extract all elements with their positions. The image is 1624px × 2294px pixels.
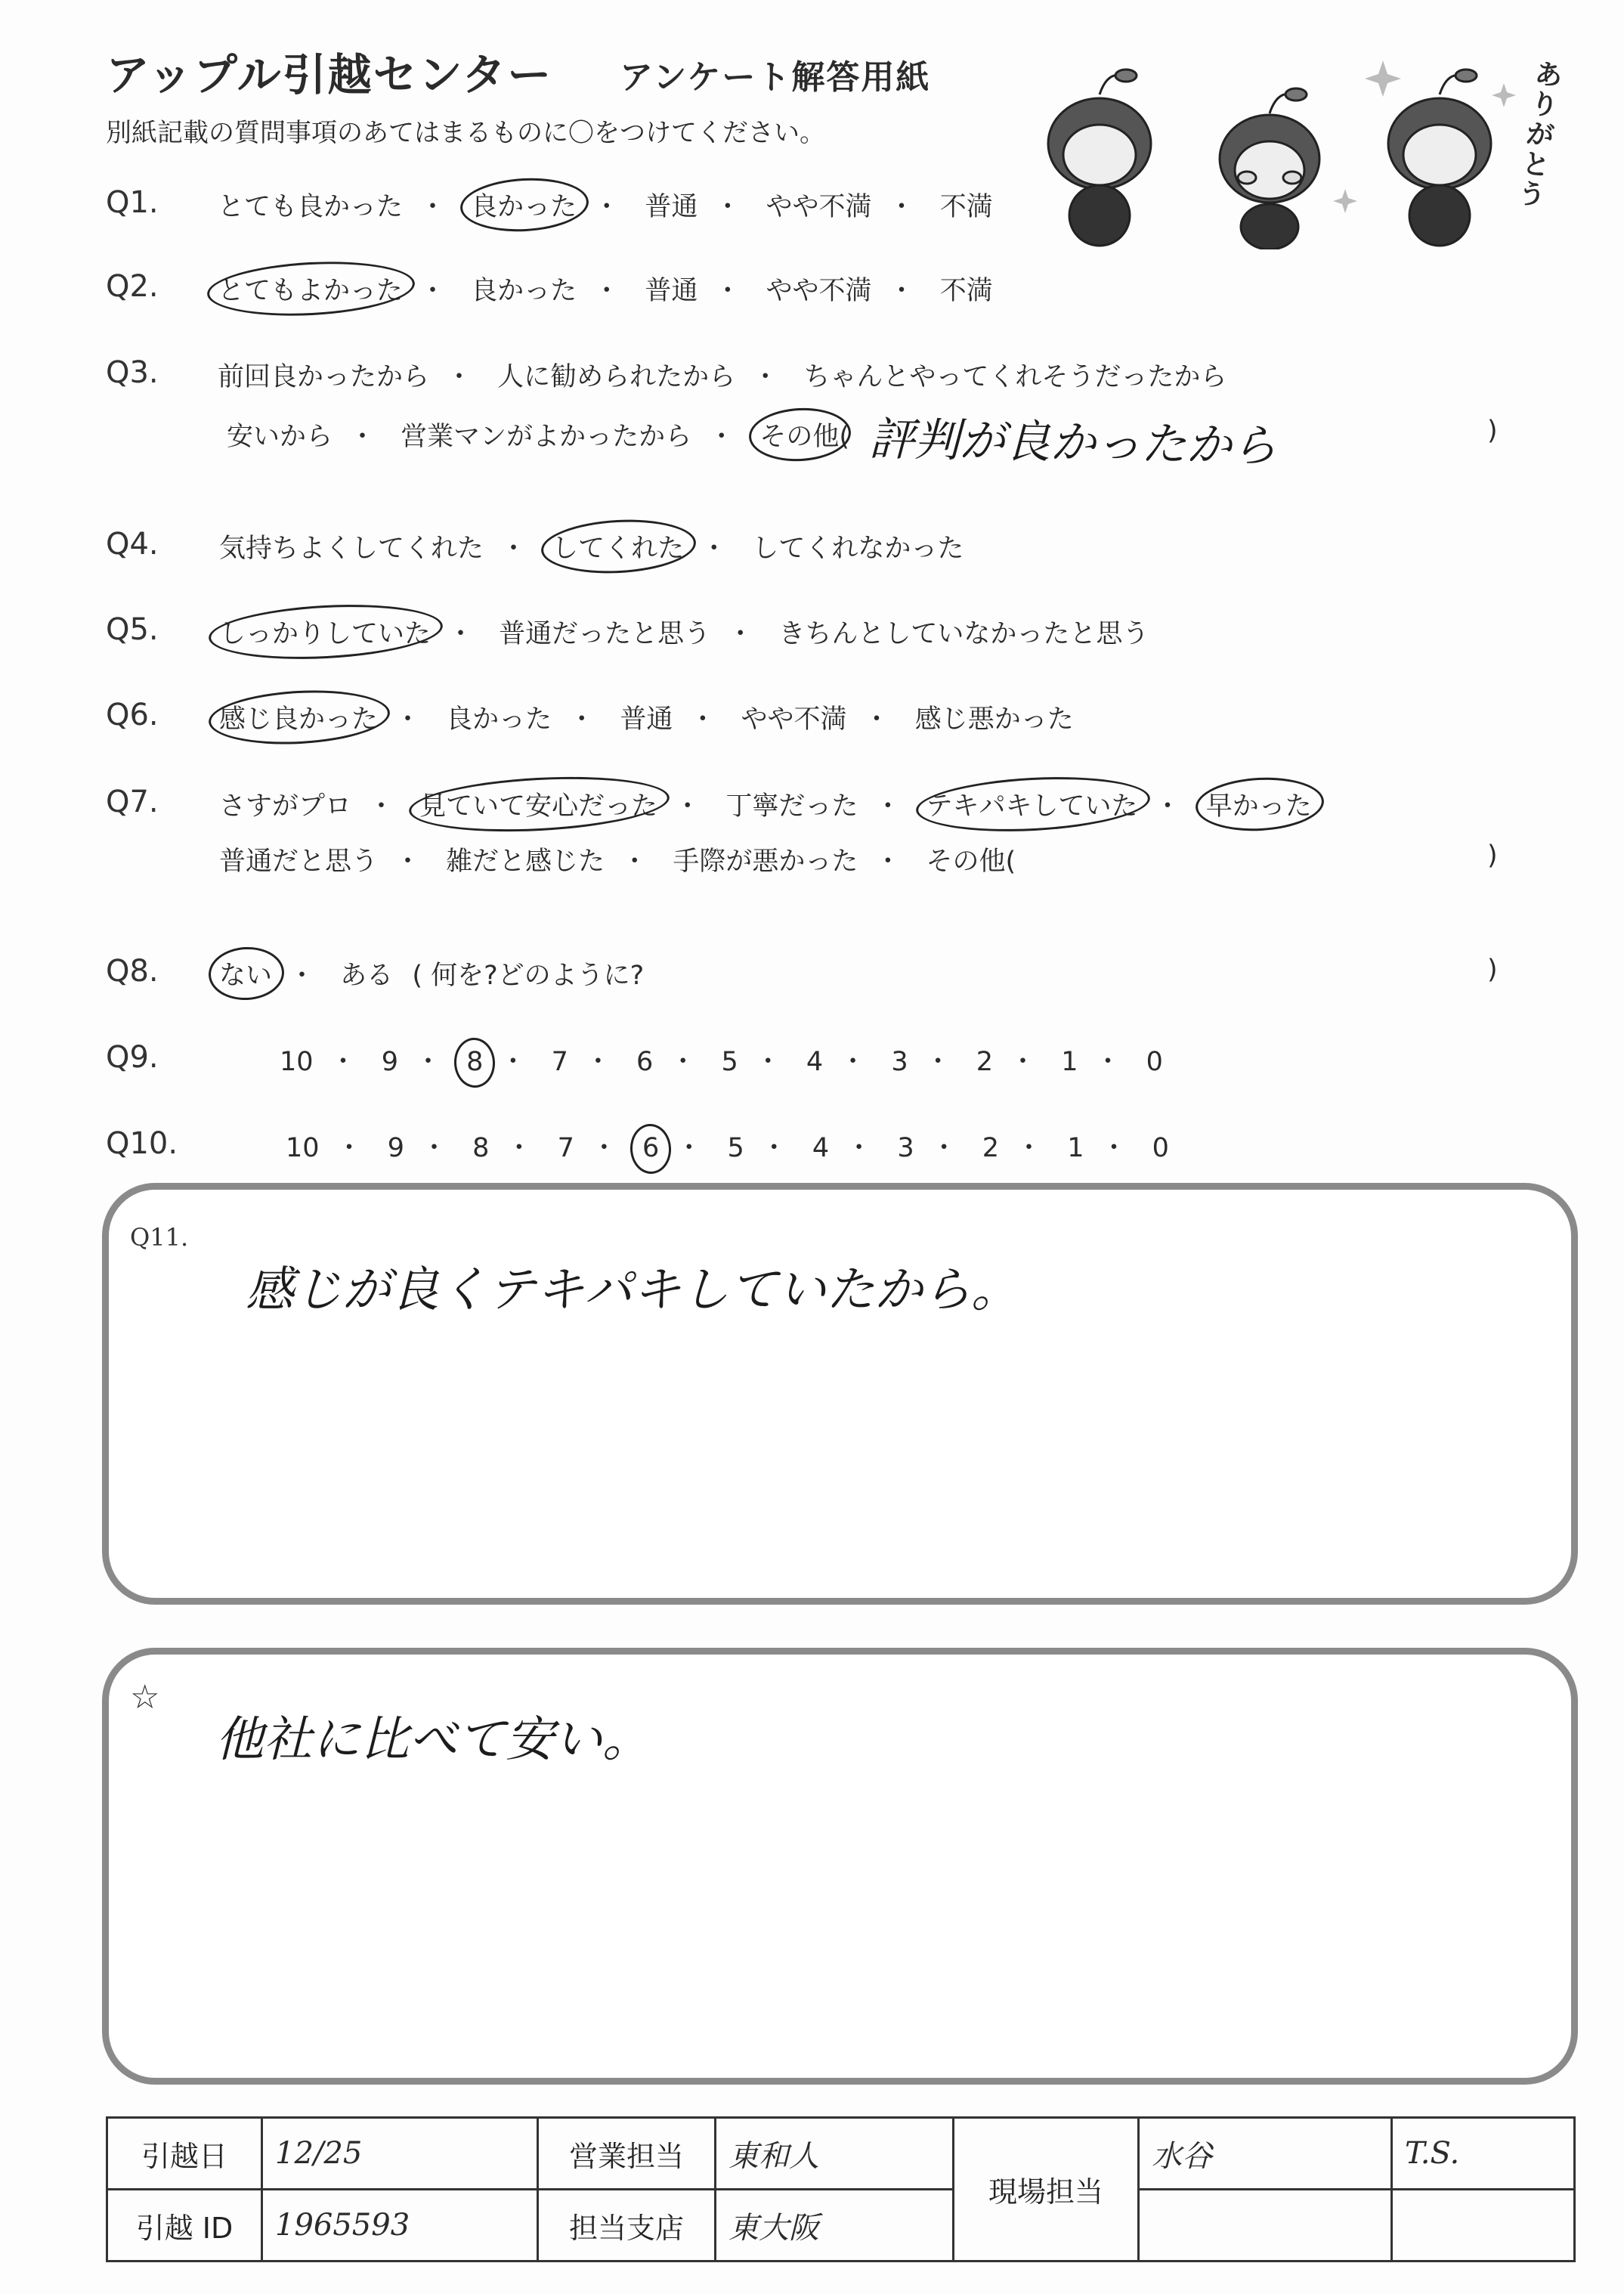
site-staff-4[interactable]: [1392, 2190, 1575, 2261]
q5-option[interactable]: きちんとしていなかったと思う: [778, 619, 1149, 649]
q9-scale: 10 ・ 9 ・ 8 ・ 7 ・ 6 ・ 5 ・ 4 ・ 3 ・ 2 ・ 1 ・ 0: [280, 1047, 1163, 1077]
q6-option[interactable]: 感じ悪かった: [914, 704, 1074, 735]
q3-option[interactable]: 前回良かったから: [218, 362, 430, 392]
q10-score[interactable]: 9: [387, 1133, 404, 1163]
q6-option[interactable]: 普通: [620, 704, 673, 735]
comment-handwritten: 他社に比べて安い。: [215, 1712, 651, 1768]
q8-option-selected[interactable]: ない: [219, 955, 272, 992]
q4-option[interactable]: 気持ちよくしてくれた: [219, 534, 484, 564]
q3-option[interactable]: ちゃんとやってくれそうだったから: [803, 362, 1227, 392]
q9-score[interactable]: 10: [280, 1047, 314, 1077]
move-id-value[interactable]: 1965593: [262, 2190, 538, 2261]
q10-label: Q10.: [106, 1126, 178, 1161]
q1-label: Q1.: [106, 185, 159, 220]
q8-prompt: ( 何を?どのように?: [412, 961, 645, 991]
q1-option[interactable]: 不満: [939, 192, 993, 222]
q3-option-selected[interactable]: その他: [759, 416, 839, 454]
q11-answer-handwritten: 感じが良くテキパキしていたから。: [246, 1262, 1019, 1318]
thanks-text: ありがとう: [1516, 57, 1564, 212]
monkey-icon: [1388, 70, 1491, 246]
q2-option[interactable]: 良かった: [471, 276, 577, 306]
q9-score[interactable]: 5: [721, 1047, 738, 1077]
q3-label: Q3.: [106, 355, 159, 390]
q4-options: 気持ちよくしてくれた ・ してくれた ・ してくれなかった: [219, 528, 964, 565]
q3-option[interactable]: 安いから: [227, 422, 333, 452]
q6-label: Q6.: [106, 698, 159, 732]
q9-score[interactable]: 4: [806, 1047, 824, 1077]
q4-label: Q4.: [106, 527, 159, 562]
branch-value[interactable]: 東大阪: [716, 2190, 954, 2261]
sales-value[interactable]: 東和人: [716, 2118, 954, 2190]
q2-options: とてもよかった ・ 良かった ・ 普通 ・ やや不満 ・ 不満: [218, 270, 993, 308]
star-icon: ☆: [130, 1678, 160, 1717]
q4-option-selected[interactable]: してくれた: [552, 528, 684, 565]
q7-close-paren: ): [1487, 841, 1498, 871]
q8-option[interactable]: ある: [340, 961, 394, 991]
form-subtitle: アンケート解答用紙: [620, 58, 931, 97]
q5-options: しっかりしていた ・ 普通だったと思う ・ きちんとしていなかったと思う: [219, 613, 1149, 651]
q6-option[interactable]: やや不満: [741, 704, 847, 735]
monkey-icon: [1220, 88, 1319, 249]
q8-label: Q8.: [106, 954, 159, 989]
q10-score[interactable]: 8: [472, 1133, 490, 1163]
q7-option[interactable]: 普通だと思う: [219, 847, 379, 877]
q7-option-selected[interactable]: 早かった: [1206, 785, 1312, 823]
sales-label: 営業担当: [538, 2118, 716, 2190]
company-title: アップル引越センター: [106, 49, 553, 101]
q9-label: Q9.: [106, 1040, 159, 1075]
move-date-value[interactable]: 12/25: [262, 2118, 538, 2190]
q7-options-line1: さすがプロ ・ 見ていて安心だった ・ 丁寧だった ・ テキパキしていた ・ 早かった: [219, 785, 1312, 823]
q9-score[interactable]: 3: [891, 1047, 908, 1077]
q1-option[interactable]: とても良かった: [218, 192, 404, 222]
q10-score[interactable]: 10: [286, 1133, 320, 1163]
q7-option[interactable]: その他(: [926, 847, 1016, 877]
q9-score[interactable]: 6: [636, 1047, 654, 1077]
q5-option[interactable]: 普通だったと思う: [499, 619, 711, 649]
monkey-mascots-illustration: [1028, 53, 1557, 249]
q10-score[interactable]: 2: [982, 1133, 1000, 1163]
move-id-label: 引越 ID: [107, 2190, 262, 2261]
site-staff-2[interactable]: T.S.: [1392, 2118, 1575, 2190]
q7-option[interactable]: 丁寧だった: [725, 791, 858, 822]
q9-score[interactable]: 9: [381, 1047, 398, 1077]
q3-option[interactable]: 営業マンがよかったから: [401, 422, 692, 452]
staff-info-table: [106, 2116, 1576, 2262]
q10-score[interactable]: 7: [557, 1133, 574, 1163]
instruction-text: 別紙記載の質問事項のあてはまるものに〇をつけてください。: [106, 118, 825, 148]
q10-score[interactable]: 4: [812, 1133, 830, 1163]
q1-option-selected[interactable]: 良かった: [471, 186, 577, 224]
q7-option-selected[interactable]: テキパキしていた: [926, 785, 1138, 823]
q1-options: とても良かった ・ 良かった ・ 普通 ・ やや不満 ・ 不満: [218, 186, 993, 224]
q9-score[interactable]: 7: [551, 1047, 568, 1077]
q5-option-selected[interactable]: しっかりしていた: [219, 613, 431, 651]
q1-option[interactable]: 普通: [645, 192, 698, 222]
q3-close-paren: ): [1487, 416, 1498, 446]
q5-label: Q5.: [106, 612, 159, 647]
q6-option-selected[interactable]: 感じ良かった: [219, 698, 378, 736]
q7-options-line2: 普通だと思う ・ 雑だと感じた ・ 手際が悪かった ・ その他(: [219, 841, 1016, 878]
q2-option-selected[interactable]: とてもよかった: [218, 270, 403, 308]
q10-score[interactable]: 3: [897, 1133, 914, 1163]
q2-option[interactable]: やや不満: [766, 276, 872, 306]
q8-options: ない ・ ある ( 何を?どのように?: [219, 955, 644, 992]
q7-option[interactable]: 雑だと感じた: [446, 847, 605, 877]
q7-option[interactable]: 手際が悪かった: [673, 847, 858, 877]
q4-option[interactable]: してくれなかった: [752, 534, 964, 564]
q2-option[interactable]: 普通: [645, 276, 698, 306]
q8-close-paren: ): [1487, 955, 1498, 985]
site-staff-3[interactable]: [1139, 2190, 1392, 2261]
q3-other-handwritten: 評判が良かったから: [868, 413, 1278, 473]
q10-score[interactable]: 1: [1067, 1133, 1084, 1163]
q10-scale: 10 ・ 9 ・ 8 ・ 7 ・ 6 ・ 5 ・ 4 ・ 3 ・ 2 ・ 1 ・ 0: [286, 1133, 1169, 1163]
q9-score-selected[interactable]: 8: [466, 1047, 484, 1077]
q7-option-selected[interactable]: 見ていて安心だった: [419, 785, 657, 823]
move-date-label: 引越日: [107, 2118, 262, 2190]
q9-score[interactable]: 1: [1061, 1047, 1078, 1077]
site-staff-1[interactable]: 水谷: [1139, 2118, 1392, 2190]
q10-score[interactable]: 0: [1152, 1133, 1169, 1163]
q11-label: Q11.: [130, 1223, 189, 1252]
q7-option[interactable]: さすがプロ: [219, 791, 352, 822]
q9-score[interactable]: 0: [1146, 1047, 1163, 1077]
q10-score-selected[interactable]: 6: [642, 1133, 660, 1163]
q3-option[interactable]: 人に勧められたから: [497, 362, 736, 392]
q9-score[interactable]: 2: [976, 1047, 994, 1077]
branch-label: 担当支店: [538, 2190, 716, 2261]
q11-answer-box[interactable]: [102, 1183, 1578, 1605]
q3-options-line1: 前回良かったから ・ 人に勧められたから ・ ちゃんとやってくれそうだったから: [218, 356, 1227, 394]
q6-options: 感じ良かった ・ 良かった ・ 普通 ・ やや不満 ・ 感じ悪かった: [219, 698, 1074, 736]
q7-label: Q7.: [106, 785, 159, 819]
q3-options-line2: 安いから ・ 営業マンがよかったから ・ その他(: [227, 416, 849, 454]
site-label: 現場担当: [954, 2118, 1139, 2261]
q1-option[interactable]: やや不満: [766, 192, 872, 222]
q2-option[interactable]: 不満: [939, 276, 993, 306]
monkey-icon: [1048, 70, 1151, 246]
q10-score[interactable]: 5: [727, 1133, 744, 1163]
q2-label: Q2.: [106, 269, 159, 304]
q6-option[interactable]: 良かった: [446, 704, 552, 735]
